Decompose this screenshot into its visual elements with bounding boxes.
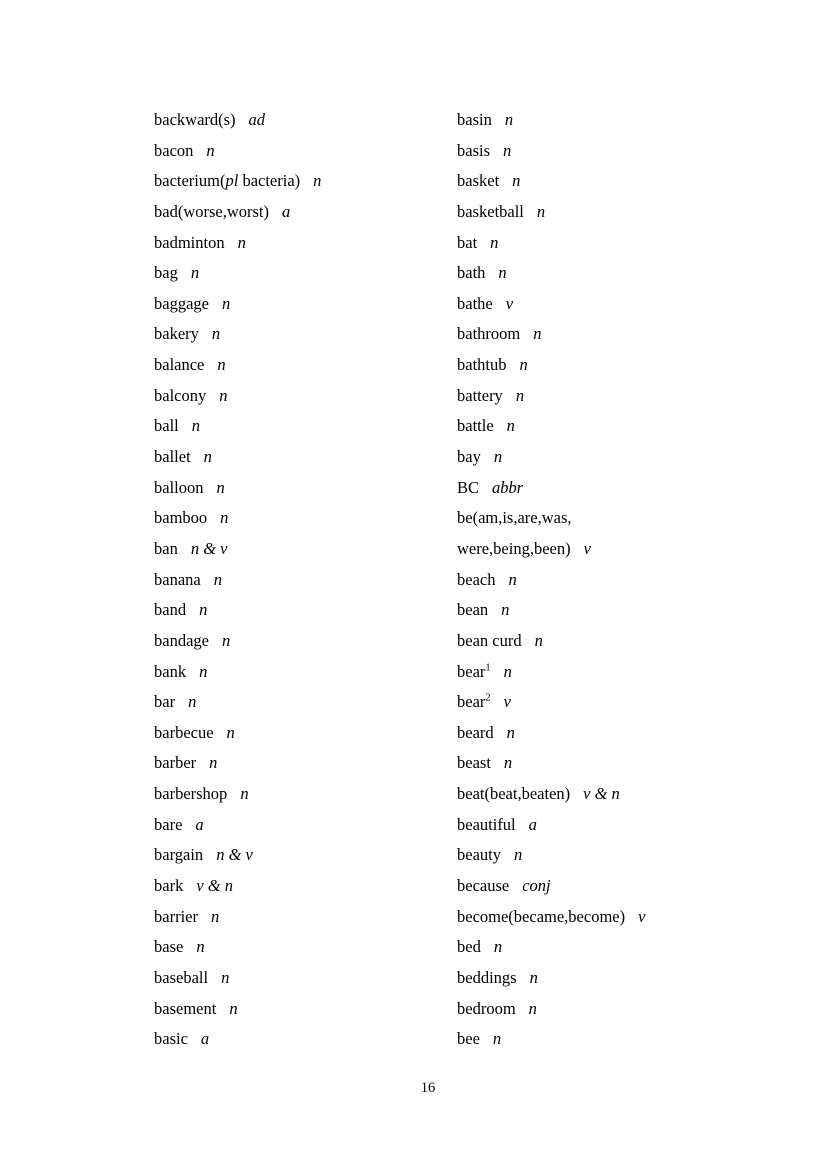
entry-pos: v: [505, 293, 514, 313]
entry-word: bathroom: [457, 324, 521, 344]
entry-word: basin: [457, 110, 492, 129]
word-entry: [457, 539, 797, 570]
entry-word: balcony: [154, 385, 207, 405]
entry-pos: n & v: [190, 538, 228, 558]
entry-word: ball: [154, 416, 179, 436]
entry-word: battle: [457, 416, 494, 436]
word-list-column-left: [154, 110, 454, 1060]
word-entry: [154, 692, 454, 723]
entry-word: be(am,is,are,was,: [457, 508, 572, 528]
entry-pos: n: [226, 722, 235, 742]
entry-pos: n: [203, 447, 212, 467]
word-entry: [457, 1029, 797, 1060]
entry-word: bean: [457, 600, 489, 620]
entry-pos: n: [240, 784, 249, 804]
entry-pos: n: [213, 569, 222, 589]
entry-word: basis: [457, 140, 490, 160]
entry-word: bamboo: [154, 508, 208, 528]
entry-pos: v & n: [196, 876, 233, 896]
entry-word: banana: [154, 569, 201, 589]
word-entry: [154, 324, 454, 355]
entry-pos: n: [237, 232, 246, 252]
entry-pos: n: [190, 263, 200, 283]
entry-word: bear$^2$: [457, 692, 491, 712]
entry-pos: n: [534, 630, 543, 650]
word-entry: [154, 386, 454, 417]
entry-word: bath: [457, 263, 486, 283]
entry-pos: n: [191, 416, 200, 436]
entry-word: bat: [457, 232, 478, 252]
word-entry: [457, 999, 797, 1030]
word-entry: [154, 753, 454, 784]
entry-word: because: [457, 876, 510, 896]
entry-word: bedroom: [457, 998, 516, 1018]
entry-pos: n: [210, 906, 220, 926]
word-entry: [154, 570, 454, 601]
entry-pos: n: [501, 600, 510, 620]
word-entry: [457, 753, 797, 784]
word-entry: [457, 355, 797, 386]
word-entry: [457, 478, 797, 509]
entry-word: beauty: [457, 845, 501, 865]
word-entry: [457, 600, 797, 631]
word-entry: [154, 1029, 454, 1060]
entry-pos: n: [221, 293, 231, 313]
word-entry: [154, 999, 454, 1030]
entry-pos: n: [503, 753, 513, 773]
entry-word: bad(worse,worst): [154, 201, 270, 221]
word-entry: [154, 202, 454, 233]
entry-pos: a: [200, 1029, 210, 1049]
entry-word: basement: [154, 998, 217, 1018]
entry-word: band: [154, 600, 187, 620]
word-entry: [457, 233, 797, 264]
entry-pos: n: [221, 630, 231, 650]
entry-word: baggage: [154, 293, 209, 313]
entry-word: balance: [154, 355, 205, 375]
entry-word: baseball: [154, 967, 209, 987]
word-entry: [457, 845, 797, 876]
entry-pos: n & v: [216, 845, 253, 865]
entry-word: bank: [154, 661, 187, 681]
entry-word: beach: [457, 569, 496, 589]
word-entry: [154, 171, 454, 202]
entry-word: barbershop: [154, 784, 228, 804]
word-entry: [154, 784, 454, 815]
entry-word: bag: [154, 263, 178, 283]
entry-pos: n: [519, 355, 528, 375]
entry-pos: a: [282, 201, 291, 221]
entry-pos: n: [217, 355, 226, 375]
word-entry: [457, 110, 797, 141]
entry-pos: ad: [248, 110, 266, 129]
word-entry: [154, 263, 454, 294]
entry-pos: n: [229, 998, 238, 1018]
entry-word: ballet: [154, 447, 191, 467]
entry-word: bar: [154, 692, 176, 712]
word-entry: [154, 815, 454, 846]
word-entry: [154, 631, 454, 662]
word-entry: [457, 141, 797, 172]
entry-word: bandage: [154, 630, 209, 650]
entry-word: bear$^1$: [457, 661, 491, 681]
entry-pos: n: [506, 722, 515, 742]
word-entry: [457, 968, 797, 999]
entry-word: bee: [457, 1029, 480, 1049]
entry-word: ban: [154, 538, 178, 558]
word-entry: [457, 508, 797, 539]
entry-pos: conj: [522, 876, 551, 896]
entry-word: base: [154, 937, 184, 957]
entry-pos: n: [493, 447, 503, 467]
entry-pos: n: [199, 600, 208, 620]
entry-pos: n: [313, 171, 322, 191]
word-entry: [154, 233, 454, 264]
word-entry: [457, 723, 797, 754]
word-entry: [154, 355, 454, 386]
entry-word: beautiful: [457, 814, 516, 834]
entry-word: barrier: [154, 906, 198, 926]
entry-word: bark: [154, 876, 184, 896]
word-entry: [154, 539, 454, 570]
word-entry: [457, 263, 797, 294]
entry-word: basic: [154, 1029, 188, 1049]
word-entry: [457, 416, 797, 447]
word-entry: [457, 784, 797, 815]
entry-pos: n: [498, 263, 507, 283]
entry-pos: n: [490, 232, 499, 252]
word-entry: [154, 968, 454, 999]
entry-pos: n: [508, 569, 517, 589]
entry-pos: n: [493, 937, 503, 957]
word-entry: [154, 447, 454, 478]
entry-pos: a: [195, 814, 204, 834]
entry-pos: n: [515, 385, 525, 405]
word-entry: [154, 478, 454, 509]
word-entry: [154, 416, 454, 447]
entry-pos: n: [536, 201, 546, 221]
entry-pos: v: [503, 692, 511, 712]
word-entry: [154, 907, 454, 938]
entry-word: bacon: [154, 140, 194, 160]
word-entry: [154, 141, 454, 172]
entry-word: battery: [457, 385, 503, 405]
word-entry: [457, 447, 797, 478]
entry-word: bargain: [154, 845, 204, 865]
entry-word: bean curd: [457, 630, 522, 650]
entry-pos: n: [209, 753, 218, 773]
entry-pos: n: [216, 477, 225, 497]
entry-pos: n: [513, 845, 523, 865]
word-entry: [457, 631, 797, 662]
entry-word: bay: [457, 447, 481, 467]
entry-word: basketball: [457, 201, 524, 221]
word-list-column-right: [457, 110, 797, 1060]
word-entry: [154, 662, 454, 693]
entry-pos: n: [503, 140, 512, 160]
word-entry: [457, 692, 797, 723]
word-entry: [457, 202, 797, 233]
word-entry: [457, 171, 797, 202]
entry-pos: n: [503, 661, 512, 681]
entry-word: were,being,been): [457, 538, 571, 558]
homograph-superscript: 2: [485, 692, 491, 704]
entry-word: bathe: [457, 293, 493, 313]
entry-word: bare: [154, 814, 183, 834]
entry-word: BC: [457, 477, 480, 497]
word-entry: [154, 845, 454, 876]
page-number: 16: [420, 1080, 436, 1096]
entry-word: become(became,become): [457, 906, 626, 926]
word-entry: [457, 907, 797, 938]
entry-word: bed: [457, 937, 481, 957]
entry-pos: n: [188, 692, 197, 712]
entry-pos: n: [529, 967, 538, 987]
entry-pos: n: [492, 1029, 502, 1049]
entry-pos: n: [199, 661, 208, 681]
word-entry: [457, 324, 797, 355]
entry-word: beard: [457, 722, 494, 742]
word-entry: [154, 508, 454, 539]
entry-pos: v: [638, 906, 646, 926]
word-entry: [154, 876, 454, 907]
entry-pos: n: [533, 324, 542, 344]
entry-word: badminton: [154, 232, 225, 252]
entry-pos: n: [220, 508, 229, 528]
word-entry: [457, 570, 797, 601]
entry-pos: n: [206, 140, 215, 160]
entry-word: backward(s): [154, 110, 236, 129]
entry-pos: n: [512, 171, 521, 191]
entry-word: beast: [457, 753, 491, 773]
entry-word: bacterium(pl bacteria): [154, 171, 301, 191]
entry-pos: n: [211, 324, 221, 344]
word-entry: [154, 723, 454, 754]
word-entry: [154, 600, 454, 631]
entry-pos: n: [504, 110, 514, 129]
entry-word: barbecue: [154, 722, 214, 742]
homograph-superscript: 1: [485, 662, 491, 674]
entry-pos: n: [528, 998, 537, 1018]
word-entry: [457, 294, 797, 325]
entry-word: beat(beat,beaten): [457, 784, 571, 804]
entry-pos: n: [221, 967, 230, 987]
word-entry: [457, 876, 797, 907]
word-entry: [154, 937, 454, 968]
entry-pos: n: [219, 385, 228, 405]
word-entry: [154, 110, 454, 141]
entry-word: barber: [154, 753, 197, 773]
word-entry: [457, 662, 797, 693]
entry-pos: v: [583, 538, 591, 558]
entry-pos: n: [196, 937, 205, 957]
entry-pos: n: [506, 416, 515, 436]
entry-pos: a: [528, 814, 537, 834]
entry-word: balloon: [154, 477, 204, 497]
word-entry: [154, 294, 454, 325]
entry-pos: abbr: [492, 477, 524, 497]
word-entry: [457, 386, 797, 417]
entry-word: bakery: [154, 324, 199, 344]
entry-word: bathtub: [457, 355, 507, 375]
word-entry: [457, 937, 797, 968]
entry-word: beddings: [457, 967, 517, 987]
entry-pos: v & n: [583, 784, 620, 804]
word-entry: [457, 815, 797, 846]
entry-word: basket: [457, 171, 500, 191]
